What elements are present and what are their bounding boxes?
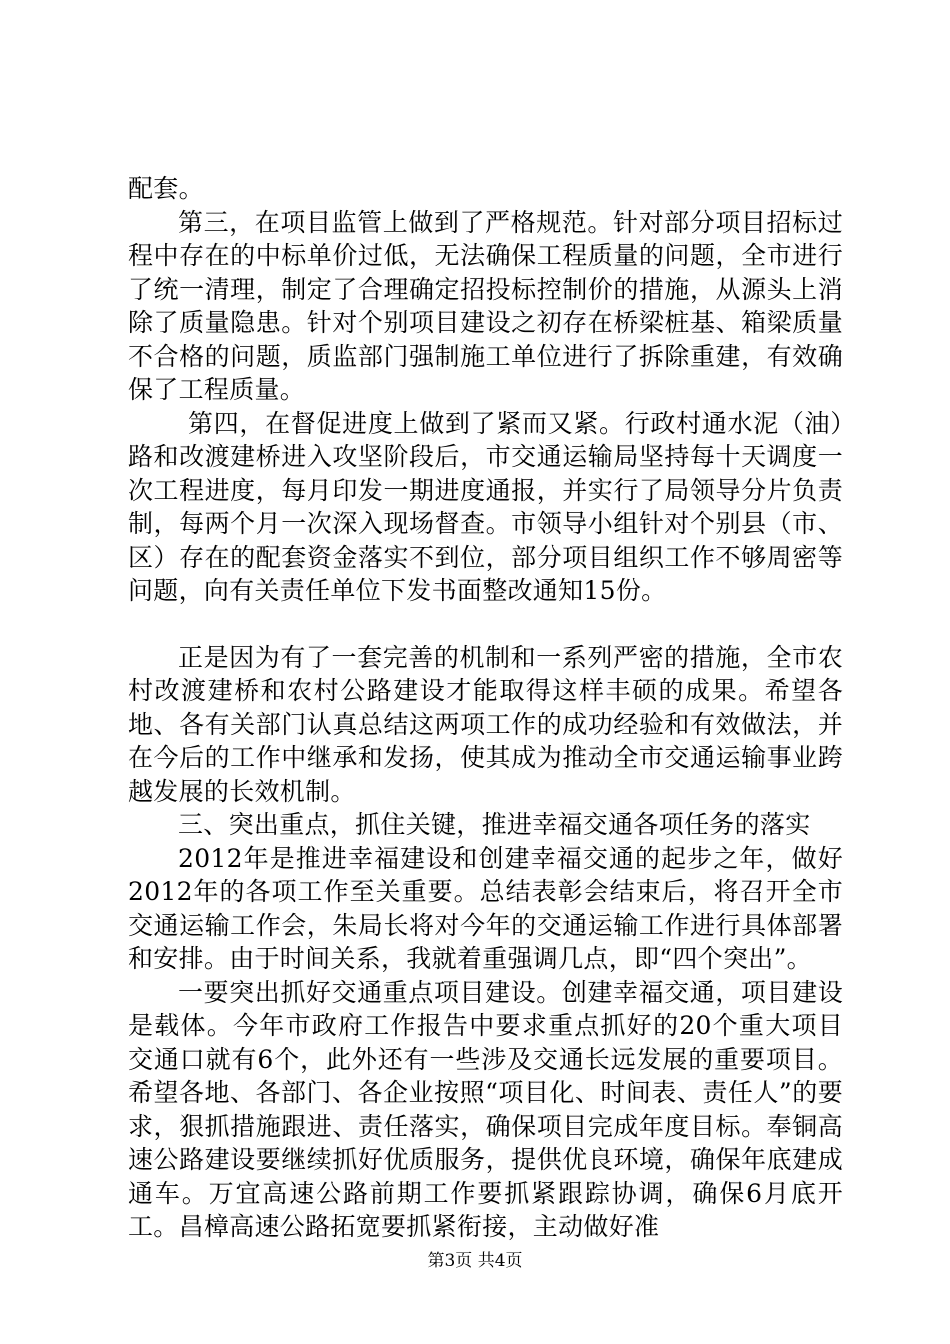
section-heading: 三、突出重点，抓住关键，推进幸福交通各项任务的落实 (178, 810, 811, 839)
paragraph-summary: 正是因为有了一套完善的机制和一系列严密的措施，全市农村改渡建桥和农村公路建设才能取得这样丰硕的成果。希望各地、各有关部门认真总结这两项工作的成功经验和有效做法，并在今后的工作中继承和发扬，使其成为推动全市交通运输事业跨越发展的长效机制。 (128, 642, 843, 806)
paragraph-2012-work: 2012年是推进幸福建设和创建幸福交通的起步之年，做好2012年的各项工作至关重要。总结表彰会结束后，将召开全市交通运输工作会，朱局长将对今年的交通运输工作进行具体部署和安排。由于时间关系，我就着重强调几点，即“四个突出”。 (128, 843, 843, 973)
paragraph-third-point: 第三，在项目监管上做到了严格规范。针对部分项目招标过程中存在的中标单价过低，无法确保工程质量的问题，全市进行了统一清理，制定了合理确定招投标控制价的措施，从源头上消除了质量隐患。针对个别项目建设之初存在桥梁桩基、箱梁质量不合格的问题，质监部门强制施工单位进行了拆除重建，有效确保了工程质量。 (128, 207, 843, 404)
paragraph-key-projects: 一要突出抓好交通重点项目建设。创建幸福交通，项目建设是载体。今年市政府工作报告中要求重点抓好的20个重大项目交通口就有6个，此外还有一些涉及交通长远发展的重要项目。希望各地、各部门、各企业按照“项目化、时间表、责任人”的要求，狠抓措施跟进、责任落实，确保项目完成年度目标。奉铜高速公路建设要继续抓好优质服务，提供优良环境，确保年底建成通车。万宜高速公路前期工作要抓紧跟踪协调，确保6月底开工。昌樟高速公路拓宽要抓紧衔接，主动做好准 (128, 977, 843, 1241)
paragraph-continuation: 配套。 (128, 174, 204, 203)
document-body (128, 172, 843, 1244)
page-number-footer: 第3页 共4页 (427, 1251, 523, 1271)
paragraph-fourth-point: 第四，在督促进度上做到了紧而又紧。行政村通水泥（油）路和改渡建桥进入攻坚阶段后，市交通运输局坚持每十天调度一次工程进度，每月印发一期进度通报，并实行了局领导分片负责制，每两个月一次深入现场督查。市领导小组针对个别县（市、区）存在的配套资金落实不到位，部分项目组织工作不够周密等问题，向有关责任单位下发书面整改通知15份。 (128, 408, 843, 605)
